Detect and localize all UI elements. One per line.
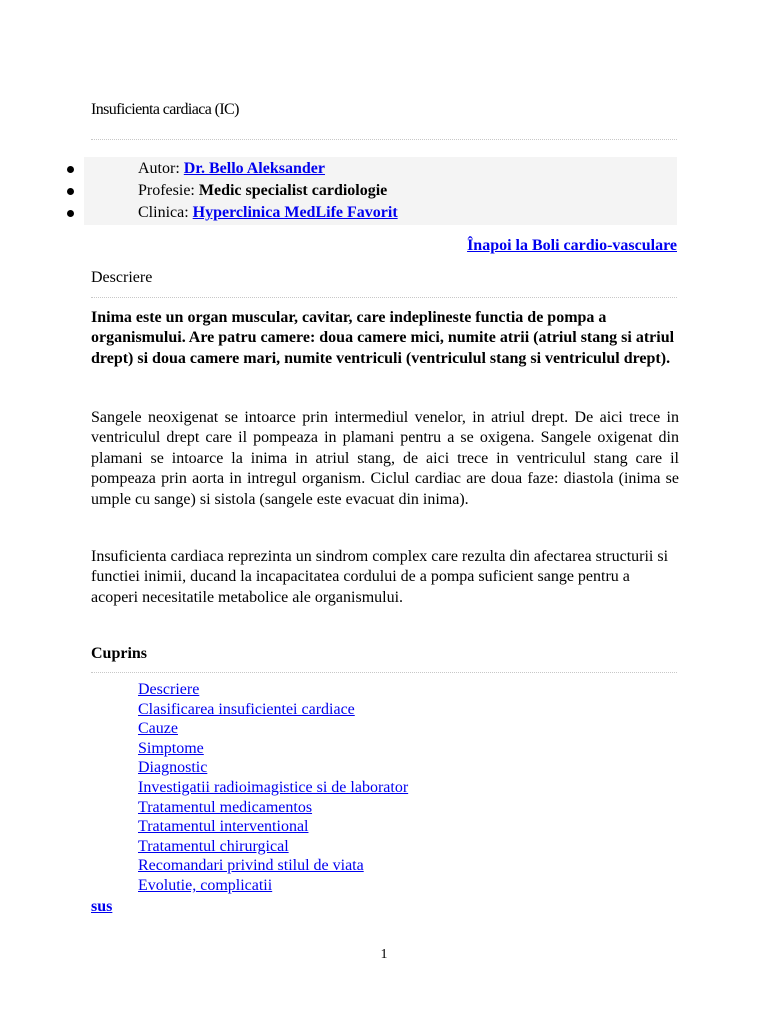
description-heading: Descriere (91, 269, 153, 286)
contents-separator (91, 672, 677, 673)
toc-link-tratament-medicamentos[interactable]: Tratamentul medicamentos (138, 798, 313, 816)
toc-item (138, 856, 408, 876)
description-paragraph-2: Sangele neoxigenat se intoarce prin intermediul venelor, in atriul drept. De aici trece in ventriculul drept care il pompeaza in plamani pentru a se oxigena. Sangele oxigenat din plamani se intoarce la inima in atriul stang, de aici trece in ventriculul stang care il pompeaza prin aorta in intregul organism. Ciclul cardiac are doua faze: diastola (inima se umple cu sange) si sistola (sangele este evacuat din inima). (91, 409, 679, 508)
table-of-contents (138, 680, 408, 896)
toc-link-evolutie[interactable]: Evolutie, complicatii (138, 876, 273, 894)
toc-item (138, 719, 408, 739)
contents-heading: Cuprins (91, 645, 148, 662)
bullet-icon (67, 166, 74, 173)
toc-link-simptome[interactable]: Simptome (138, 739, 204, 757)
author-label: Autor: (138, 160, 184, 177)
title-separator (91, 139, 677, 140)
bullet-icon (67, 210, 74, 217)
info-row-author (84, 158, 677, 180)
toc-item (138, 680, 408, 700)
bullet-icon (67, 188, 74, 195)
toc-item (138, 837, 408, 857)
page-title: Insuficienta cardiaca (IC) (91, 101, 239, 118)
back-to-top-link[interactable]: sus (91, 898, 113, 915)
toc-link-tratament-chirurgical[interactable]: Tratamentul chirurgical (138, 837, 289, 855)
page-number: 1 (380, 947, 388, 962)
toc-item (138, 798, 408, 818)
clinic-label: Clinica: (138, 204, 193, 221)
toc-link-tratament-interventional[interactable]: Tratamentul interventional (138, 818, 309, 836)
toc-link-investigatii[interactable]: Investigatii radioimagistice si de laborator (138, 778, 409, 796)
info-row-profession (84, 180, 677, 202)
description-paragraph-3: Insuficienta cardiaca reprezinta un sindrom complex care rezulta din afectarea structurii si functiei inimii, ducand la incapacitatea cordului de a pompa suficient sange pentru a acoperi necesitatile metabolice ale organismului. (91, 548, 669, 606)
toc-item (138, 778, 408, 798)
toc-link-cauze[interactable]: Cauze (138, 720, 178, 738)
toc-link-recomandari[interactable]: Recomandari privind stilul de viata (138, 857, 364, 875)
toc-item (138, 758, 408, 778)
toc-link-diagnostic[interactable]: Diagnostic (138, 759, 208, 777)
description-separator (91, 297, 677, 298)
author-info-box (84, 157, 677, 225)
profession-value: Medic specialist cardiologie (198, 182, 388, 199)
profession-label: Profesie: (138, 182, 199, 199)
info-row-clinic (84, 202, 677, 224)
author-link[interactable]: Dr. Bello Aleksander (183, 160, 325, 177)
toc-item (138, 817, 408, 837)
toc-item (138, 739, 408, 759)
description-paragraph-1: Inima este un organ muscular, cavitar, care indeplineste functia de pompa a organismului. Are patru camere: doua camere mici, numite atrii (atriul stang si atriul drept) si doua camere mari, numite ventriculi (ventriculul stang si ventriculul drept). (91, 309, 675, 367)
toc-link-clasificare[interactable]: Clasificarea insuficientei cardiace (138, 700, 355, 718)
toc-item (138, 876, 408, 896)
toc-link-descriere[interactable]: Descriere (138, 681, 200, 698)
toc-item (138, 700, 408, 720)
clinic-link[interactable]: Hyperclinica MedLife Favorit (192, 204, 398, 221)
back-to-category-link[interactable]: Înapoi la Boli cardio-vasculare (467, 237, 677, 254)
